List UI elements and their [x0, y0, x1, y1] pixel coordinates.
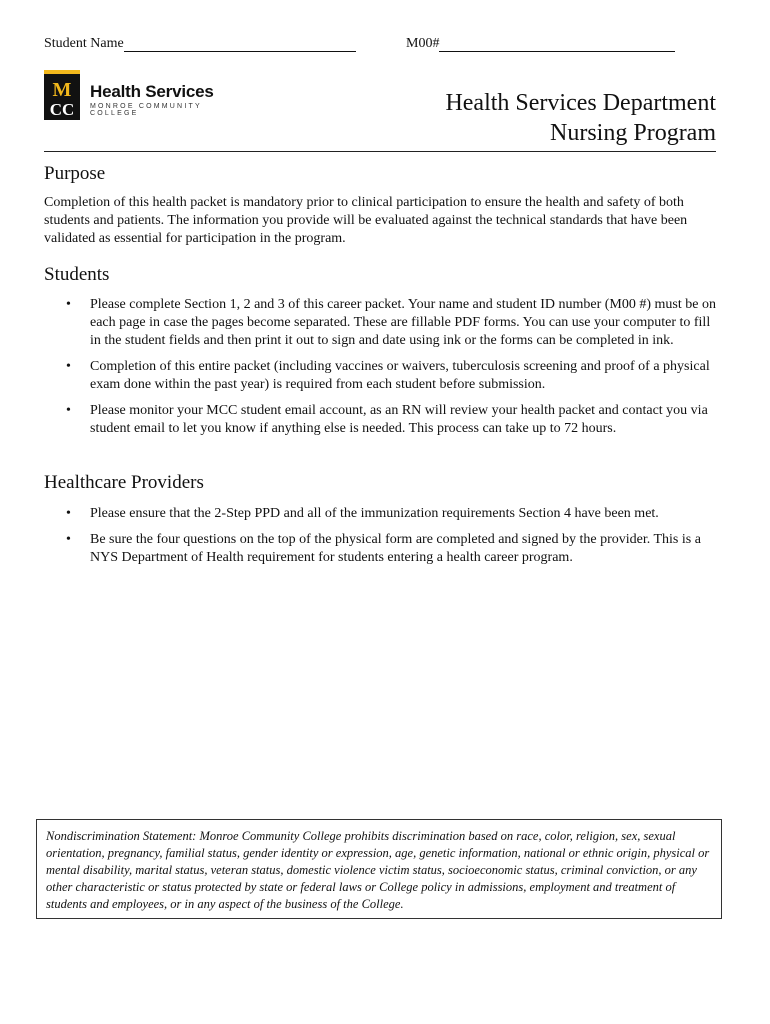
list-item	[44, 505, 716, 523]
mcc-logo-mark	[44, 70, 80, 120]
purpose-text: Completion of this health packet is mandatory prior to clinical participation to ensure the health and safety of both students and patients. The information you provide will be evaluated against the technical standards that have been validated as essential for participation in the program.	[44, 195, 688, 246]
list-item-text: Please complete Section 1, 2 and 3 of this career packet. Your name and student ID number (M00 #) must be on each page in case the pages become separated. These are fillable PDF forms. You can use your computer to fill in the student fields and then print it out to sign and date using ink or the forms can be completed in ink.	[90, 297, 716, 348]
student-name-line[interactable]	[124, 36, 356, 52]
list-item	[44, 402, 716, 438]
header-rule	[44, 151, 716, 152]
list-item	[44, 296, 716, 350]
bullet-icon: •	[66, 532, 71, 547]
bullet-icon: •	[66, 506, 71, 521]
svg-text:M: M	[52, 79, 72, 101]
m00-line[interactable]	[439, 36, 675, 52]
list-item-text: Please monitor your MCC student email account, as an RN will review your health packet and contact you via student email to let you know if anything else is needed. This process can take up to 72 hours.	[90, 403, 708, 436]
svg-text:CC: CC	[49, 100, 75, 119]
m00-field[interactable]	[406, 36, 675, 52]
list-item-text: Completion of this entire packet (including vaccines or waivers, tuberculosis screening and proof of a physical exam done within the past year) is required from each student before submission.	[90, 359, 710, 392]
mcc-logo	[44, 70, 244, 122]
students-list	[44, 296, 716, 446]
title-line-1: Health Services Department	[445, 90, 716, 116]
list-item	[44, 531, 716, 567]
students-heading: Students	[44, 264, 110, 285]
bullet-icon: •	[66, 359, 71, 374]
logo-brand: Health Services	[90, 82, 214, 101]
nondiscrimination-statement: Nondiscrimination Statement: Monroe Community College prohibits discrimination based on race, color, religion, sex, sexual orientation, pregnancy, familial status, gender identity or expression, age, genetic information, national or ethnic origin, physical or mental disability, marital status, veteran status, domestic violence victim status, socioeconomic status, criminal conviction, or any other characteristic or status protected by state or federal laws or College policy in admissions, employment and treatment of students and employees, or in any aspect of the business of the College.	[36, 819, 722, 919]
document-title	[445, 88, 716, 148]
m00-label: M00#	[406, 36, 440, 51]
providers-heading: Healthcare Providers	[44, 472, 204, 493]
list-item-text: Please ensure that the 2-Step PPD and all of the immunization requirements Section 4 have been met.	[90, 506, 659, 521]
student-name-label: Student Name	[44, 36, 124, 51]
list-item	[44, 358, 716, 394]
purpose-heading: Purpose	[44, 163, 106, 184]
mcc-monogram-icon	[44, 74, 80, 124]
logo-college: MONROE COMMUNITY COLLEGE	[90, 103, 202, 117]
bullet-icon: •	[66, 403, 71, 418]
providers-list	[44, 505, 716, 575]
student-name-field[interactable]	[44, 36, 356, 52]
list-item-text: Be sure the four questions on the top of the physical form are completed and signed by the provider. This is a NYS Department of Health requirement for students entering a health career program.	[90, 532, 701, 565]
bullet-icon: •	[66, 297, 71, 312]
title-line-2: Nursing Program	[550, 120, 716, 146]
